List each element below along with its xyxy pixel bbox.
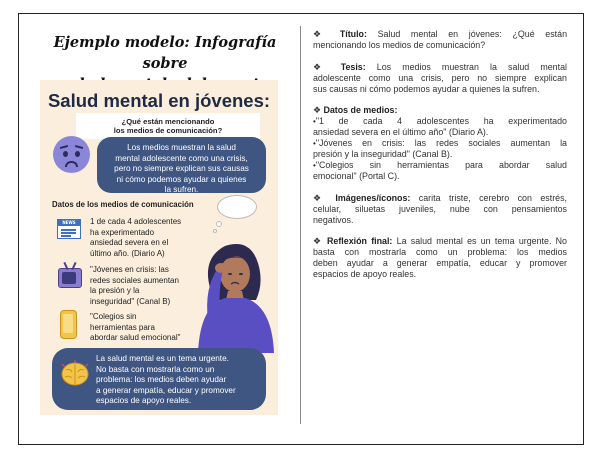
reflexion-section: ❖ Reflexión final: La salud mental es un tema urgente. No basta con mostrarla como un problema: los medios deben ayudar a generar empatía, educar y promover espacios de apoyo reales.: [313, 236, 567, 279]
infographic-subtitle: ¿Qué están mencionando los medios de comunicación?: [76, 113, 260, 139]
imagenes-section: ❖ Imágenes/íconos: carita triste, cerebro con estrés, celular, siluetas juveniles, nube con pensamientos negativos.: [313, 192, 568, 225]
intro-box: Los medios muestran la salud mental adolescente como una crisis, pero no siempre explican sus causas ni cómo podemos ayudar a quienes la sufren.: [97, 137, 266, 193]
column-divider: [300, 26, 301, 424]
example-title: Ejemplo modelo: Infografía sobre: [53, 34, 277, 72]
right-column: [313, 29, 567, 291]
tv-icon: [58, 268, 82, 288]
stressed-brain-icon: [60, 360, 90, 388]
media-item-3: "Colegios sin herramientas para abordar salud emocional": [90, 312, 181, 342]
titulo-section: ❖ Título: Salud mental en jóvenes: ¿Qué están mencionando los medios de comunicación?: [313, 29, 568, 50]
datos-section: ❖ Datos de medios: •"1 de cada 4 adolescentes ha experimentado ansiedad severa en el último año" (Diario A). •"Jóvenes en crisis: las redes sociales aumentan la presión y la inseguridad" (Canal B). •"Colegios sin herramientas para abordar salud emocional" (Portal C).: [313, 105, 567, 181]
phone-icon: [60, 310, 77, 339]
worried-teen-illustration: [190, 228, 275, 353]
media-data-label: Datos de los medios de comunicación: [52, 200, 194, 209]
sad-face-icon: [53, 136, 90, 173]
closing-box: La salud mental es un tema urgente. No basta con mostrarla como un problema: los medios deben ayudar a generar empatía, educar y promover espacios de apoyo reales.: [52, 348, 266, 410]
media-item-1: 1 de cada 4 adolescentes ha experimentado ansiedad severa en el último año. (Diario A): [90, 217, 182, 258]
newspaper-icon: NEWS: [57, 219, 81, 239]
media-item-2: "Jóvenes en crisis: las redes sociales aumentan la presión y la inseguridad" (Canal B): [90, 265, 179, 306]
infographic-title: Salud mental en jóvenes:: [47, 90, 271, 111]
infographic: [40, 80, 278, 415]
tesis-section: ❖ Tesis: Los medios muestran la salud mental adolescente como una crisis, pero no siempre explican sus causas ni cómo podemos ayudar a quienes la sufren.: [313, 61, 567, 94]
thought-cloud-icon: [217, 195, 257, 219]
